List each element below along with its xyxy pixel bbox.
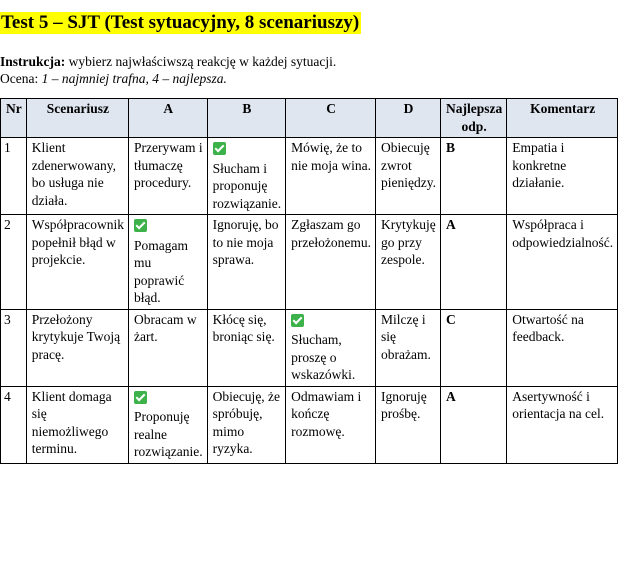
cell-option-b-text: Obiecuję, że spróbuję, mimo ryzyka. [212,388,281,456]
cell-comment [507,215,618,310]
cell-option-b [207,215,286,310]
cell-nr [1,309,27,386]
cell-scenario-text: Współpracownik popełnił błąd w projekcie. [31,217,124,267]
cell-option-a [128,386,207,463]
cell-best-answer [441,138,507,215]
cell-option-b [207,309,286,386]
cell-option-c [286,138,376,215]
rating-scale: 1 – najmniej trafna, 4 – najlepsza. [41,71,227,86]
table-row [1,309,618,386]
cell-option-a-text: Obracam w żart. [133,311,197,344]
cell-option-b-text: Słucham i proponuję rozwiązanie. [212,160,282,211]
cell-option-d-text: Ignoruję prośbę. [381,388,427,421]
cell-comment [507,138,618,215]
header-c: C [286,99,376,138]
check-mark-icon [291,314,304,327]
cell-nr [1,386,27,463]
sjt-table [0,98,618,464]
document-title: Test 5 – SJT (Test sytuacyjny, 8 scenariuszy) [1,12,360,33]
cell-best-answer [441,215,507,310]
cell-option-b [207,386,286,463]
table-row [1,386,618,463]
cell-comment-text: Empatia i konkretne działanie. [512,140,567,190]
cell-nr-text: 3 [4,311,11,327]
cell-option-a [128,215,207,310]
cell-scenario [26,215,128,310]
cell-option-d-text: Milczę i się obrażam. [381,311,431,362]
cell-scenario [26,138,128,215]
cell-best-answer-text: A [446,388,456,404]
cell-option-c-text: Zgłaszam go przełożonemu. [291,217,372,250]
cell-option-a [128,138,207,215]
table-row [1,138,618,215]
cell-option-d [376,215,441,310]
cell-nr-text: 4 [4,388,11,404]
cell-comment [507,386,618,463]
cell-option-c [286,386,376,463]
cell-best-answer-text: B [446,140,456,155]
check-mark-icon [134,391,147,404]
cell-best-answer [441,309,507,386]
rating-prefix: Ocena: [0,71,42,86]
cell-best-answer-text: C [446,311,456,327]
header-scenario: Scenariusz [26,99,128,138]
cell-best-answer [441,386,507,463]
cell-comment-text: Asertywność i orientacja na cel. [512,388,605,421]
cell-nr-text: 2 [4,217,11,232]
cell-option-c-text: Słucham, proszę o wskazówki. [291,332,356,382]
header-a: A [128,99,207,138]
cell-scenario [26,309,128,386]
instructions [0,53,336,87]
cell-best-answer-text: A [446,217,456,232]
cell-option-d [376,386,441,463]
table-row [1,215,618,310]
cell-option-b-text: Ignoruję, bo to nie moja sprawa. [212,217,279,267]
check-mark-icon [134,219,147,232]
cell-comment-text: Otwartość na feedback. [512,311,584,344]
cell-scenario-text: Klient zdenerwowany, bo usługa nie działa. [31,140,116,208]
cell-option-d-text: Obiecuję zwrot pieniędzy. [381,140,436,190]
instruction-text: wybierz najwłaściwszą reakcję w każdej sytuacji. [65,54,337,69]
cell-option-a [128,309,207,386]
cell-option-c-text: Mówię, że to nie moja wina. [291,140,372,173]
cell-option-d [376,138,441,215]
instruction-line [0,53,336,70]
cell-nr [1,138,27,215]
cell-comment [507,309,618,386]
header-comment: Komentarz [507,99,618,138]
cell-scenario [26,386,128,463]
header-b: B [207,99,286,138]
rating-line [0,70,336,87]
cell-option-b-text: Kłócę się, broniąc się. [212,311,275,344]
header-d: D [376,99,441,138]
cell-option-d [376,309,441,386]
table-header-row [1,99,618,138]
instruction-label: Instrukcja: [0,54,66,69]
header-best: Najlepsza odp. [441,99,507,138]
cell-comment-text: Współpraca i odpowiedzialność. [512,217,614,250]
header-nr: Nr [1,99,27,138]
cell-option-a-text: Przerywam i tłumaczę procedury. [133,140,203,190]
cell-option-c [286,215,376,310]
check-mark-icon [213,142,226,155]
cell-scenario-text: Przełożony krytykuje Twoją pracę. [31,311,121,362]
cell-option-c [286,309,376,386]
cell-option-a-text: Pomagam mu poprawić błąd. [133,237,188,305]
cell-nr [1,215,27,310]
cell-option-a-text: Proponuję realne rozwiązanie. [133,409,203,459]
cell-option-d-text: Krytykuję go przy zespole. [381,217,436,267]
cell-scenario-text: Klient domaga się niemożliwego terminu. [31,388,112,456]
cell-option-b [207,138,286,215]
cell-nr-text: 1 [4,140,11,155]
cell-option-c-text: Odmawiam i kończę rozmowę. [291,388,362,439]
